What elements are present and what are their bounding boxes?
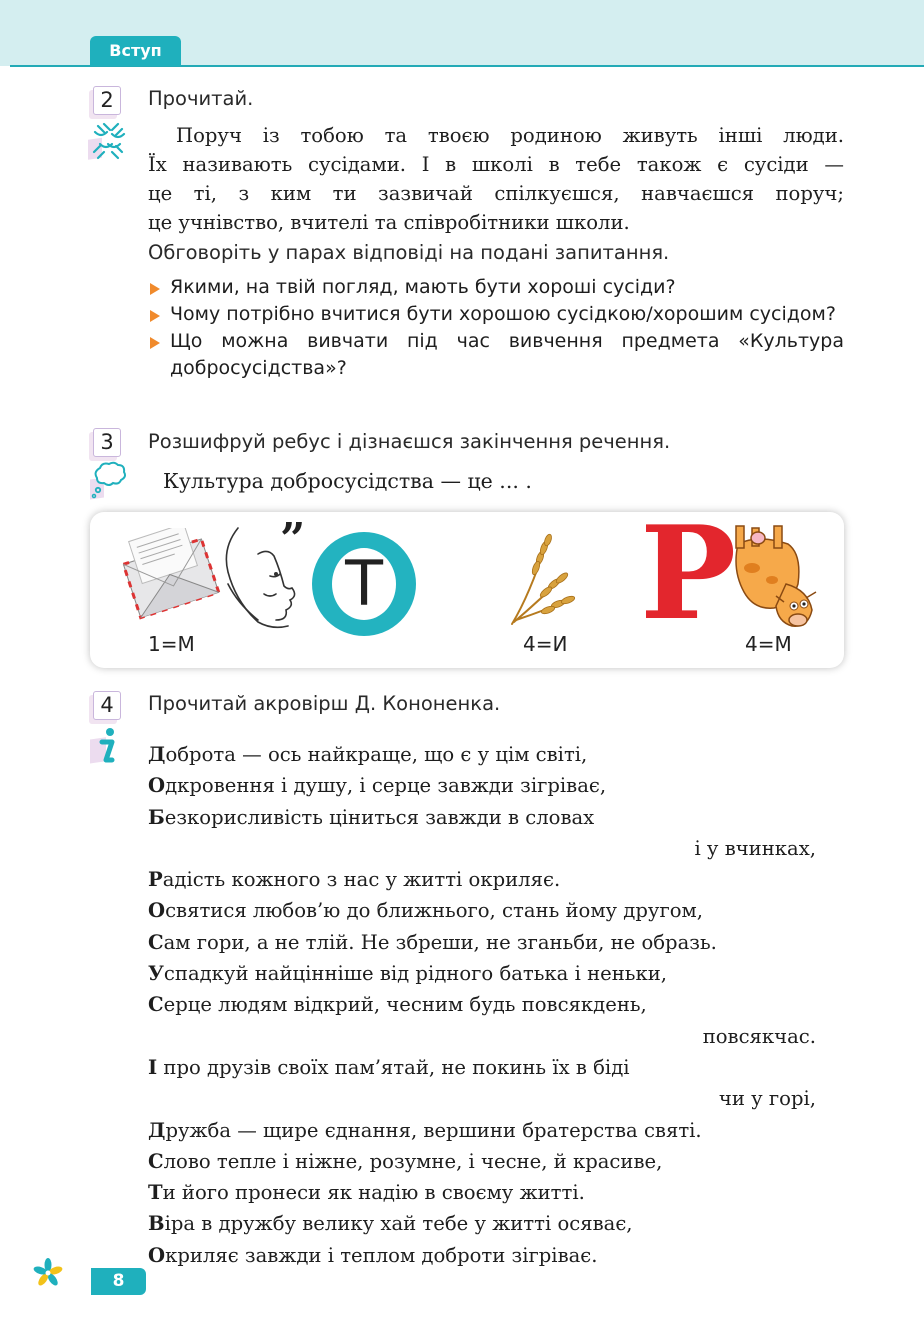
acrostic-initial: О (148, 1243, 166, 1267)
think-cloud-icon (86, 460, 130, 504)
poem-line (148, 989, 816, 1020)
poem-line-text: ружба — щире єднання, вершини братерства святі. (165, 1118, 702, 1142)
acrostic-initial: О (148, 899, 166, 923)
page-number: 8 (91, 1268, 146, 1295)
paragraph-line: Їх називають сусідами. І в школі в тебе також є сусіди — (148, 153, 844, 176)
task3-instruction: Розшифруй ребус і дізнаєшся закінчення речення. (148, 430, 671, 453)
rebus-caption-1: 1=М (148, 632, 195, 656)
task2-instruction: Прочитай. (148, 87, 254, 110)
poem-line-text: криляє завжди і теплом доброти зігріває. (165, 1243, 598, 1267)
poem-line-text: и його пронеси як надію в своєму житті. (162, 1181, 585, 1205)
poem-line (148, 895, 816, 926)
acrostic-initial: У (148, 962, 164, 986)
task3-sentence: Культура добросусідства — це ... . (163, 469, 532, 493)
acrostic-initial: І (148, 1055, 158, 1079)
poem-line-text: дкровення і душу, і серце завжди зігріває, (165, 774, 607, 798)
rebus-card (90, 499, 844, 668)
poem-line (148, 1083, 816, 1114)
poem-line-text: іра в дружбу велику хай тебе у житті осяває, (164, 1212, 633, 1236)
envelope-icon (122, 528, 222, 623)
rebus-caption-3: 4=М (745, 632, 792, 656)
poem-line-text: святися любов’ю до ближнього, стань йому другом, (165, 899, 703, 923)
task4-instruction: Прочитай акровірш Д. Кононенка. (148, 692, 501, 715)
poem-line (148, 1146, 816, 1177)
acrostic-initial: О (148, 774, 166, 798)
poem-line (148, 927, 816, 958)
poem-line-text: спадкуй найцінніше від рідного батька і неньки, (163, 962, 668, 986)
poem-line (148, 802, 816, 833)
poem-line (148, 770, 816, 801)
task-number-3: 3 (93, 428, 121, 457)
acrostic-initial: Р (148, 868, 163, 892)
poem-line-text: ам гори, а не тлій. Не збреши, не зганьби, не образь. (163, 930, 717, 954)
poem-line-text: про друзів своїх пам’ятай, не покинь їх в біді (157, 1055, 630, 1079)
bullet-triangle-icon (150, 283, 160, 295)
acrostic-initial: Т (148, 1181, 163, 1205)
acrostic-initial: С (148, 993, 164, 1017)
rebus-o-letter-shape (312, 532, 416, 636)
section-tab: Вступ (90, 36, 181, 66)
question-item: Чому потрібно вчитися бути хорошою сусідкою/хорошим сусідом? (148, 301, 844, 328)
flower-logo-icon (33, 1258, 63, 1288)
poem-line-text: лово тепле і ніжне, розумне, і чесне, й красиве, (163, 1149, 663, 1173)
wheat-icon (502, 528, 582, 628)
upside-down-cow-icon (722, 524, 822, 634)
bullet-triangle-icon (150, 337, 160, 349)
question-item: Якими, на твій погляд, мають бути хороші сусіди? (148, 274, 844, 301)
rebus-t-letter: Т (345, 547, 383, 620)
acrostic-initial: В (148, 1212, 165, 1236)
poem-line-text: езкорисливість ціниться завжди в словах (164, 805, 595, 829)
acrostic-initial: Д (148, 1118, 166, 1142)
rebus-r-letter: Р (640, 499, 737, 649)
task-number-2: 2 (93, 86, 121, 115)
poem-line-text: адість кожного з нас у житті окриляє. (162, 868, 561, 892)
question-item: Що можна вивчати під час вивчення предмета «Культура добросусідства»? (148, 328, 844, 382)
poem-line (148, 1115, 816, 1146)
pair-work-icon (86, 120, 130, 164)
poem-line (148, 1177, 816, 1208)
poem-line-text: чи у горі, (718, 1087, 816, 1111)
bullet-triangle-icon (150, 310, 160, 322)
paragraph-line: це учнівство, вчителі та співробітники школи. (148, 211, 630, 234)
poem-line-text: і у вчинках, (694, 836, 816, 860)
poem-line (148, 833, 816, 864)
poem-line (148, 1021, 816, 1052)
acrostic-initial: Д (148, 743, 166, 766)
poem-line (148, 739, 816, 770)
poem-line (148, 1208, 816, 1239)
poem-line-text: ерце людям відкрий, чесним будь повсякдень, (163, 993, 647, 1017)
poem-line (148, 1240, 816, 1271)
poem-line (148, 1052, 816, 1083)
acrostic-initial: С (148, 1149, 164, 1173)
acrostic-initial: Б (148, 805, 165, 829)
poem-line-text: повсякчас. (702, 1024, 816, 1048)
poem-line-text: оброта — ось найкраще, що є у цім світі, (165, 743, 588, 766)
task2-questions (148, 274, 844, 382)
task2-discuss: Обговоріть у парах відповіді на подані запитання. (148, 241, 670, 264)
info-icon (86, 724, 130, 768)
task2-paragraph (148, 121, 844, 237)
task-number-4: 4 (93, 691, 121, 720)
rebus-quote-mark: ” (280, 514, 306, 565)
poem-line (148, 958, 816, 989)
paragraph-line: Поруч із тобою та твоєю родиною живуть інші люди. (176, 124, 844, 147)
rebus-caption-2: 4=И (523, 632, 568, 656)
paragraph-line: це ті, з ким ти зазвичай спілкуєшся, навчаєшся поруч; (148, 182, 844, 205)
acrostic-initial: С (148, 930, 164, 954)
poem-line (148, 864, 816, 895)
acrostic-poem (148, 739, 816, 1271)
